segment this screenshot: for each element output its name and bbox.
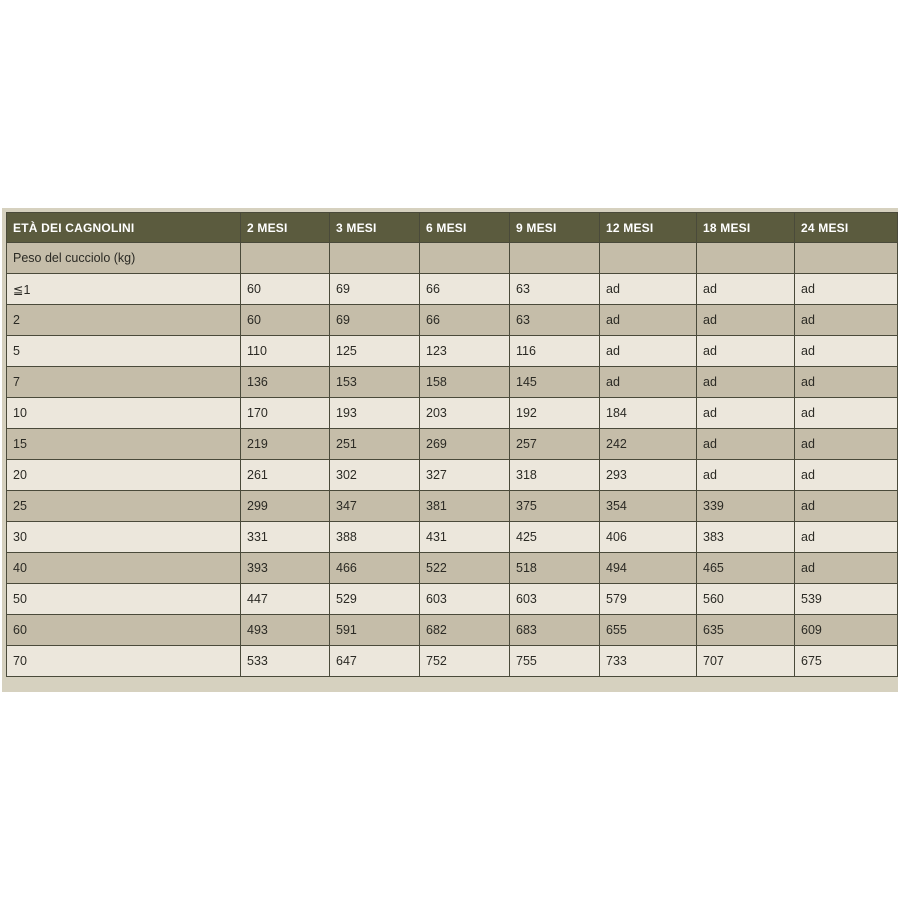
subheader-cell [420,243,510,274]
row-weight-cell: 60 [7,615,241,646]
table-row [7,429,898,460]
table-row [7,615,898,646]
row-value-cell: 393 [241,553,330,584]
row-weight-cell: 7 [7,367,241,398]
subheader-cell [600,243,697,274]
row-value-cell: 494 [600,553,697,584]
table-row [7,460,898,491]
row-value-cell: ad [795,274,898,305]
row-value-cell: 752 [420,646,510,677]
row-value-cell: 123 [420,336,510,367]
table-row [7,336,898,367]
row-value-cell: 116 [510,336,600,367]
header-12-months: 12 MESI [600,213,697,243]
row-value-cell: 383 [697,522,795,553]
row-weight-cell: 25 [7,491,241,522]
row-value-cell: 493 [241,615,330,646]
header-age-label: ETÀ DEI CAGNOLINI [7,213,241,243]
row-value-cell: 609 [795,615,898,646]
row-value-cell: ad [697,460,795,491]
row-value-cell: 465 [697,553,795,584]
table-row [7,398,898,429]
row-value-cell: 203 [420,398,510,429]
row-value-cell: 591 [330,615,420,646]
row-value-cell: 63 [510,305,600,336]
row-value-cell: 153 [330,367,420,398]
row-value-cell: ad [795,429,898,460]
header-24-months: 24 MESI [795,213,898,243]
row-weight-cell: 2 [7,305,241,336]
row-value-cell: 354 [600,491,697,522]
row-value-cell: 193 [330,398,420,429]
row-value-cell: 125 [330,336,420,367]
table-frame [2,208,898,692]
row-value-cell: 707 [697,646,795,677]
row-value-cell: 327 [420,460,510,491]
row-value-cell: 257 [510,429,600,460]
row-value-cell: ad [795,367,898,398]
row-value-cell: 635 [697,615,795,646]
row-value-cell: ad [697,274,795,305]
row-weight-cell: 70 [7,646,241,677]
table-row [7,305,898,336]
row-value-cell: 299 [241,491,330,522]
row-value-cell: ad [795,491,898,522]
row-value-cell: ad [600,305,697,336]
row-value-cell: 158 [420,367,510,398]
row-value-cell: 269 [420,429,510,460]
header-2-months: 2 MESI [241,213,330,243]
row-value-cell: 522 [420,553,510,584]
row-weight-cell: 40 [7,553,241,584]
row-value-cell: 66 [420,274,510,305]
row-value-cell: 110 [241,336,330,367]
table-row [7,646,898,677]
row-value-cell: 219 [241,429,330,460]
row-value-cell: ad [600,274,697,305]
row-weight-cell: ≦1 [7,274,241,305]
row-value-cell: 242 [600,429,697,460]
subheader-cell [510,243,600,274]
table-body [7,243,898,677]
row-value-cell: ad [697,398,795,429]
subheader-cell [241,243,330,274]
row-value-cell: 683 [510,615,600,646]
table-row [7,367,898,398]
row-value-cell: 655 [600,615,697,646]
row-weight-cell: 30 [7,522,241,553]
row-value-cell: 63 [510,274,600,305]
row-value-cell: 431 [420,522,510,553]
subheader-row [7,243,898,274]
row-value-cell: 192 [510,398,600,429]
row-value-cell: 406 [600,522,697,553]
row-value-cell: 145 [510,367,600,398]
row-value-cell: 170 [241,398,330,429]
row-weight-cell: 5 [7,336,241,367]
row-value-cell: 529 [330,584,420,615]
row-value-cell: ad [795,522,898,553]
row-value-cell: ad [697,305,795,336]
table-row [7,274,898,305]
row-value-cell: ad [600,367,697,398]
row-value-cell: ad [795,398,898,429]
row-value-cell: 682 [420,615,510,646]
table-row [7,584,898,615]
row-value-cell: 69 [330,274,420,305]
row-value-cell: ad [697,429,795,460]
header-3-months: 3 MESI [330,213,420,243]
header-18-months: 18 MESI [697,213,795,243]
table-row [7,491,898,522]
row-value-cell: 388 [330,522,420,553]
row-value-cell: ad [697,336,795,367]
row-value-cell: ad [697,367,795,398]
row-value-cell: ad [795,336,898,367]
row-value-cell: ad [795,553,898,584]
row-weight-cell: 50 [7,584,241,615]
row-weight-cell: 15 [7,429,241,460]
row-value-cell: 518 [510,553,600,584]
row-value-cell: 447 [241,584,330,615]
row-value-cell: 579 [600,584,697,615]
row-value-cell: 675 [795,646,898,677]
row-value-cell: 339 [697,491,795,522]
row-value-cell: 375 [510,491,600,522]
subheader-weight-label: Peso del cucciolo (kg) [7,243,241,274]
row-value-cell: 261 [241,460,330,491]
row-value-cell: 184 [600,398,697,429]
row-value-cell: 347 [330,491,420,522]
subheader-cell [697,243,795,274]
row-value-cell: ad [795,305,898,336]
row-value-cell: 293 [600,460,697,491]
row-value-cell: ad [795,460,898,491]
row-value-cell: 533 [241,646,330,677]
row-weight-cell: 10 [7,398,241,429]
table-row [7,553,898,584]
table-row [7,522,898,553]
row-value-cell: 560 [697,584,795,615]
row-value-cell: 60 [241,274,330,305]
feeding-table [6,212,898,677]
row-value-cell: 66 [420,305,510,336]
row-value-cell: 647 [330,646,420,677]
row-weight-cell: 20 [7,460,241,491]
table-header-row [7,213,898,243]
row-value-cell: 331 [241,522,330,553]
row-value-cell: 466 [330,553,420,584]
row-value-cell: 603 [420,584,510,615]
row-value-cell: 755 [510,646,600,677]
row-value-cell: 425 [510,522,600,553]
row-value-cell: 603 [510,584,600,615]
subheader-cell [795,243,898,274]
row-value-cell: 539 [795,584,898,615]
row-value-cell: 733 [600,646,697,677]
row-value-cell: ad [600,336,697,367]
row-value-cell: 69 [330,305,420,336]
header-6-months: 6 MESI [420,213,510,243]
subheader-cell [330,243,420,274]
row-value-cell: 60 [241,305,330,336]
row-value-cell: 302 [330,460,420,491]
row-value-cell: 318 [510,460,600,491]
row-value-cell: 136 [241,367,330,398]
row-value-cell: 381 [420,491,510,522]
header-9-months: 9 MESI [510,213,600,243]
row-value-cell: 251 [330,429,420,460]
